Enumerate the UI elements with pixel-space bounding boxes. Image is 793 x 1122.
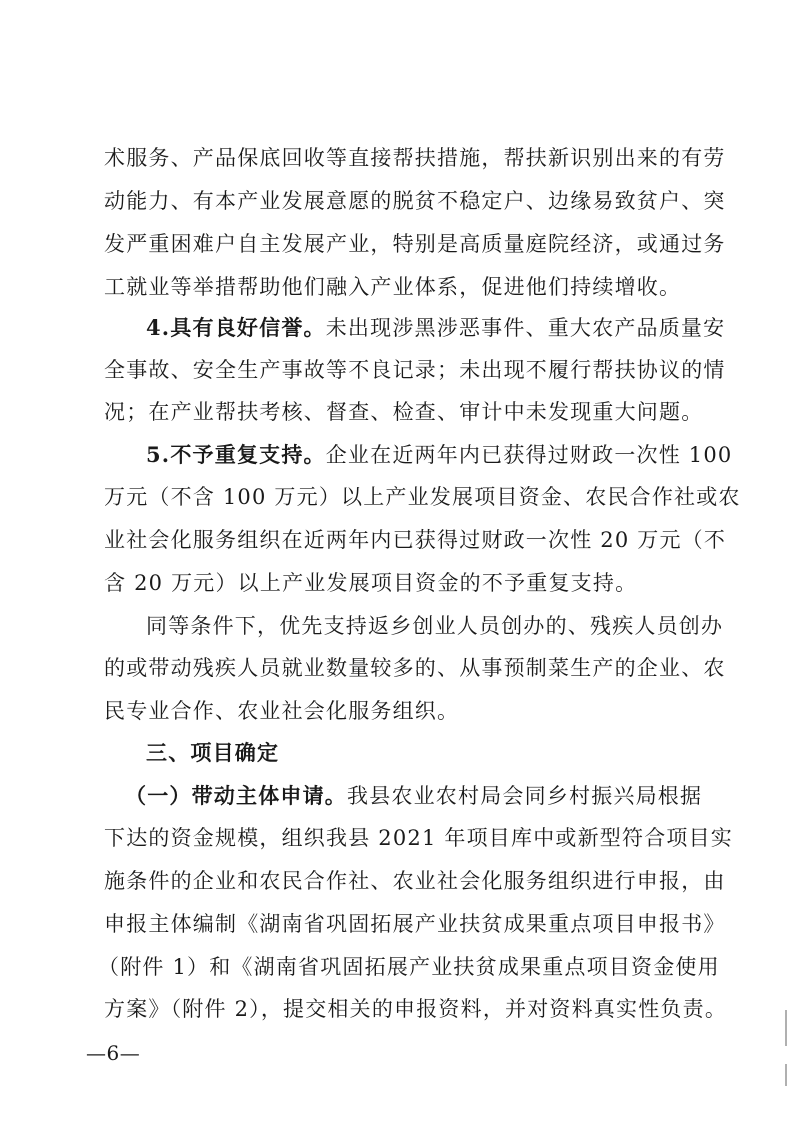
paragraph-line: （附件 1）和《湖南省巩固拓展产业扶贫成果重点项目资金使用 <box>98 955 720 979</box>
priority-first-line: 同等条件下，优先支持返乡创业人员创办的、残疾人员创办 <box>146 614 724 638</box>
section-heading: 三、项目确定 <box>146 741 280 765</box>
scan-edge-mark <box>785 1064 787 1086</box>
paragraph-line: 况；在产业帮扶考核、督查、检查、审计中未发现重大问题。 <box>104 400 704 424</box>
scan-edge-mark <box>785 1010 787 1046</box>
item-4-title: 4.具有良好信誉。 <box>146 315 326 340</box>
paragraph-line: 含 20 万元）以上产业发展项目资金的不予重复支持。 <box>104 571 638 595</box>
page-number: —6— <box>86 1041 141 1065</box>
paragraph-line: 全事故、安全生产事故等不良记录；未出现不履行帮扶协议的情 <box>104 358 726 382</box>
paragraph-line: 申报主体编制《湖南省巩固拓展产业扶贫成果重点项目申报书》 <box>104 912 726 936</box>
paragraph-line: 工就业等举措帮助他们融入产业体系，促进他们持续增收。 <box>104 275 682 299</box>
paragraph-line: 业社会化服务组织在近两年内已获得过财政一次性 20 万元（不 <box>104 528 727 552</box>
paragraph-line: 民专业合作、农业社会化服务组织。 <box>104 699 460 723</box>
sub-1-first-line <box>125 781 705 811</box>
paragraph-line: 施条件的企业和农民合作社、农业社会化服务组织进行申报，由 <box>104 869 726 893</box>
paragraph-line: 发严重困难户自主发展产业，特别是高质量庭院经济，或通过务 <box>104 232 726 256</box>
item-4-first-line <box>146 313 726 343</box>
paragraph-line: 方案》（附件 2），提交相关的申报资料，并对资料真实性负责。 <box>104 997 728 1021</box>
sub-1-text: 我县农业农村局会同乡村振兴局根据 <box>347 784 703 808</box>
paragraph-line: 下达的资金规模，组织我县 2021 年项目库中或新型符合项目实 <box>104 826 733 850</box>
paragraph-line: 动能力、有本产业发展意愿的脱贫不稳定户、边缘易致贫户、突 <box>104 189 726 213</box>
sub-1-title: （一）带动主体申请。 <box>125 783 347 808</box>
paragraph-line: 的或带动残疾人员就业数量较多的、从事预制菜生产的企业、农 <box>104 656 726 680</box>
item-5-title: 5.不予重复支持。 <box>146 442 326 467</box>
item-4-text: 未出现涉黑涉恶事件、重大农产品质量安 <box>325 316 726 340</box>
paragraph-line: 术服务、产品保底回收等直接帮扶措施，帮扶新识别出来的有劳 <box>104 146 726 170</box>
item-5-first-line <box>146 440 733 470</box>
item-5-text: 企业在近两年内已获得过财政一次性 100 <box>325 443 733 467</box>
paragraph-line: 万元（不含 100 万元）以上产业发展项目资金、农民合作社或农 <box>104 485 741 509</box>
